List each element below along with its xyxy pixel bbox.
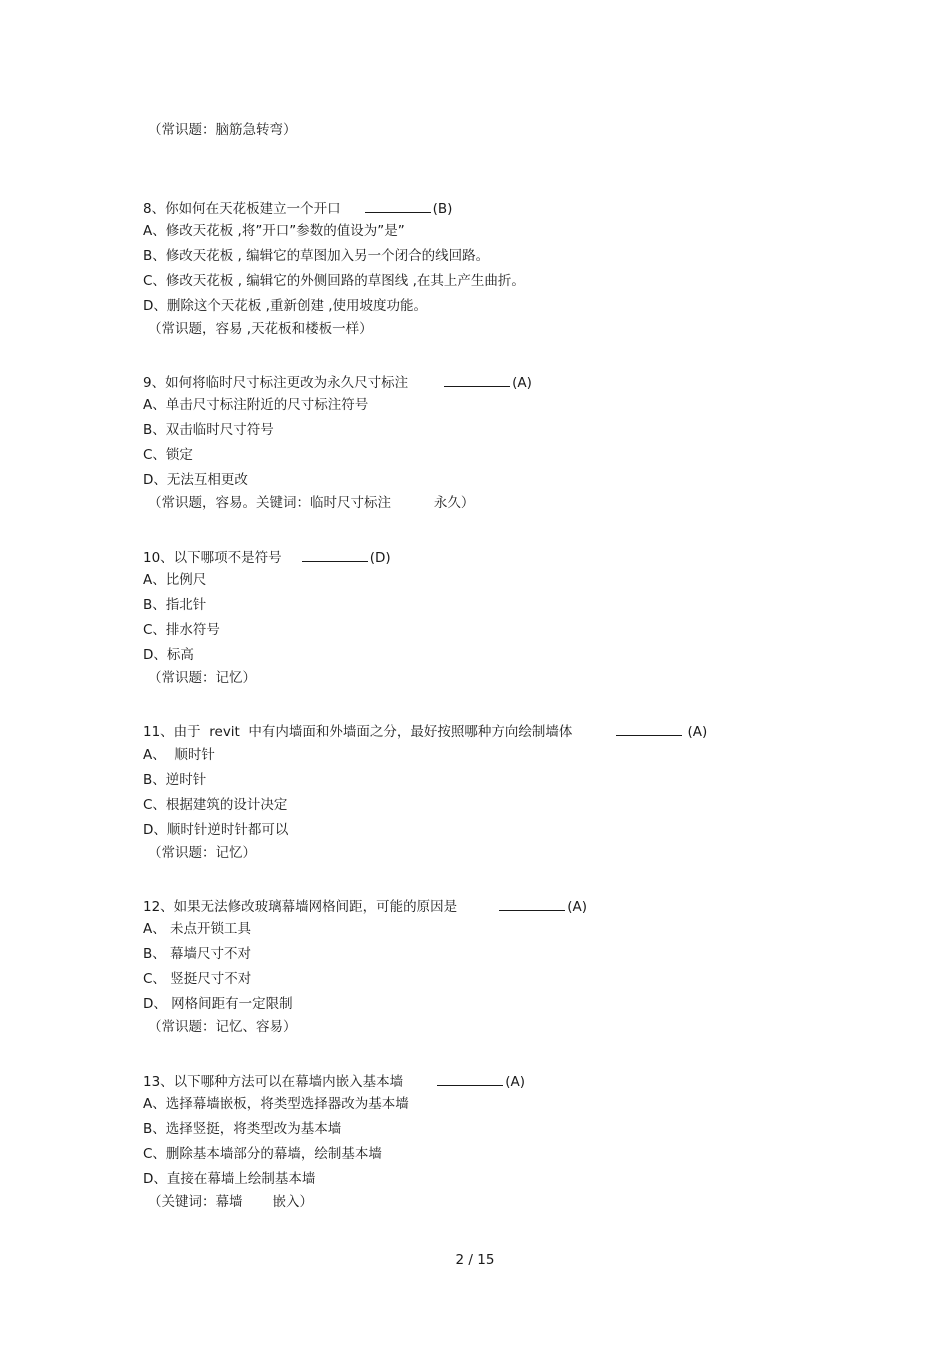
option-b: B、双击临时尺寸符号	[143, 422, 274, 438]
question-text: 13、以下哪种方法可以在幕墙内嵌入基本墙	[143, 1074, 404, 1090]
question-text: 12、如果无法修改玻璃幕墙网格间距，可能的原因是	[143, 899, 458, 915]
question-answer: (A)	[512, 375, 532, 391]
option-d: D、 网格间距有一定限制	[143, 996, 293, 1012]
question-note: （常识题，容易。关键词：临时尺寸标注 永久）	[148, 495, 475, 511]
intro-note: （常识题：脑筋急转弯）	[148, 122, 297, 138]
option-a: A、 未点开锁工具	[143, 921, 252, 937]
question-answer: (A)	[505, 1074, 525, 1090]
question-text: 10、以下哪项不是符号	[143, 550, 282, 566]
option-d: D、无法互相更改	[143, 472, 248, 488]
question-answer: (B)	[432, 201, 453, 217]
question-stem	[143, 372, 532, 392]
option-b: B、修改天花板 , 编辑它的草图加入另一个闭合的线回路。	[143, 248, 490, 264]
question-stem	[143, 721, 707, 741]
question-text: 8、你如何在天花板建立一个开口	[143, 201, 341, 217]
answer-blank	[302, 547, 368, 562]
option-a: A、单击尺寸标注附近的尺寸标注符号	[143, 397, 369, 413]
option-c: C、锁定	[143, 447, 193, 463]
question-answer: (A)	[567, 899, 587, 915]
question-note: （常识题：记忆、容易）	[148, 1019, 297, 1035]
question-stem	[143, 1071, 525, 1091]
question-note: （常识题：记忆）	[148, 845, 256, 861]
option-c: C、修改天花板 , 编辑它的外侧回路的草图线 ,在其上产生曲折。	[143, 273, 525, 289]
option-d: D、顺时针逆时针都可以	[143, 822, 289, 838]
answer-blank	[616, 721, 682, 736]
option-d: D、标高	[143, 647, 194, 663]
question-stem	[143, 198, 452, 218]
option-a: A、选择幕墙嵌板，将类型选择器改为基本墙	[143, 1096, 409, 1112]
option-d: D、删除这个天花板 ,重新创建 ,使用坡度功能。	[143, 298, 428, 314]
option-a: A、比例尺	[143, 572, 207, 588]
question-text: 11、由于 revit 中有内墙面和外墙面之分，最好按照哪种方向绘制墙体	[143, 724, 573, 740]
answer-blank	[365, 198, 431, 213]
page-number: 2 / 15	[455, 1252, 495, 1268]
option-b: B、指北针	[143, 597, 207, 613]
question-stem	[143, 547, 391, 567]
option-c: C、排水符号	[143, 622, 220, 638]
option-c: C、根据建筑的设计决定	[143, 797, 288, 813]
option-a: A、修改天花板 ,将”开口”参数的值设为”是”	[143, 223, 405, 239]
answer-blank	[437, 1071, 503, 1086]
option-a: A、 顺时针	[143, 747, 215, 763]
question-text: 9、如何将临时尺寸标注更改为永久尺寸标注	[143, 375, 409, 391]
option-c: C、删除基本墙部分的幕墙，绘制基本墙	[143, 1146, 382, 1162]
option-c: C、 竖挺尺寸不对	[143, 971, 252, 987]
option-b: B、 幕墙尺寸不对	[143, 946, 252, 962]
question-note: （常识题：记忆）	[148, 670, 256, 686]
option-d: D、直接在幕墙上绘制基本墙	[143, 1171, 316, 1187]
question-answer: (D)	[369, 550, 391, 566]
option-b: B、选择竖挺，将类型改为基本墙	[143, 1121, 342, 1137]
question-note: （常识题，容易 ,天花板和楼板一样）	[148, 321, 373, 337]
question-note: （关键词：幕墙 嵌入）	[148, 1194, 314, 1210]
answer-blank	[444, 372, 510, 387]
question-stem	[143, 896, 587, 916]
answer-blank	[499, 896, 565, 911]
question-answer: (A)	[687, 724, 708, 740]
option-b: B、逆时针	[143, 772, 207, 788]
